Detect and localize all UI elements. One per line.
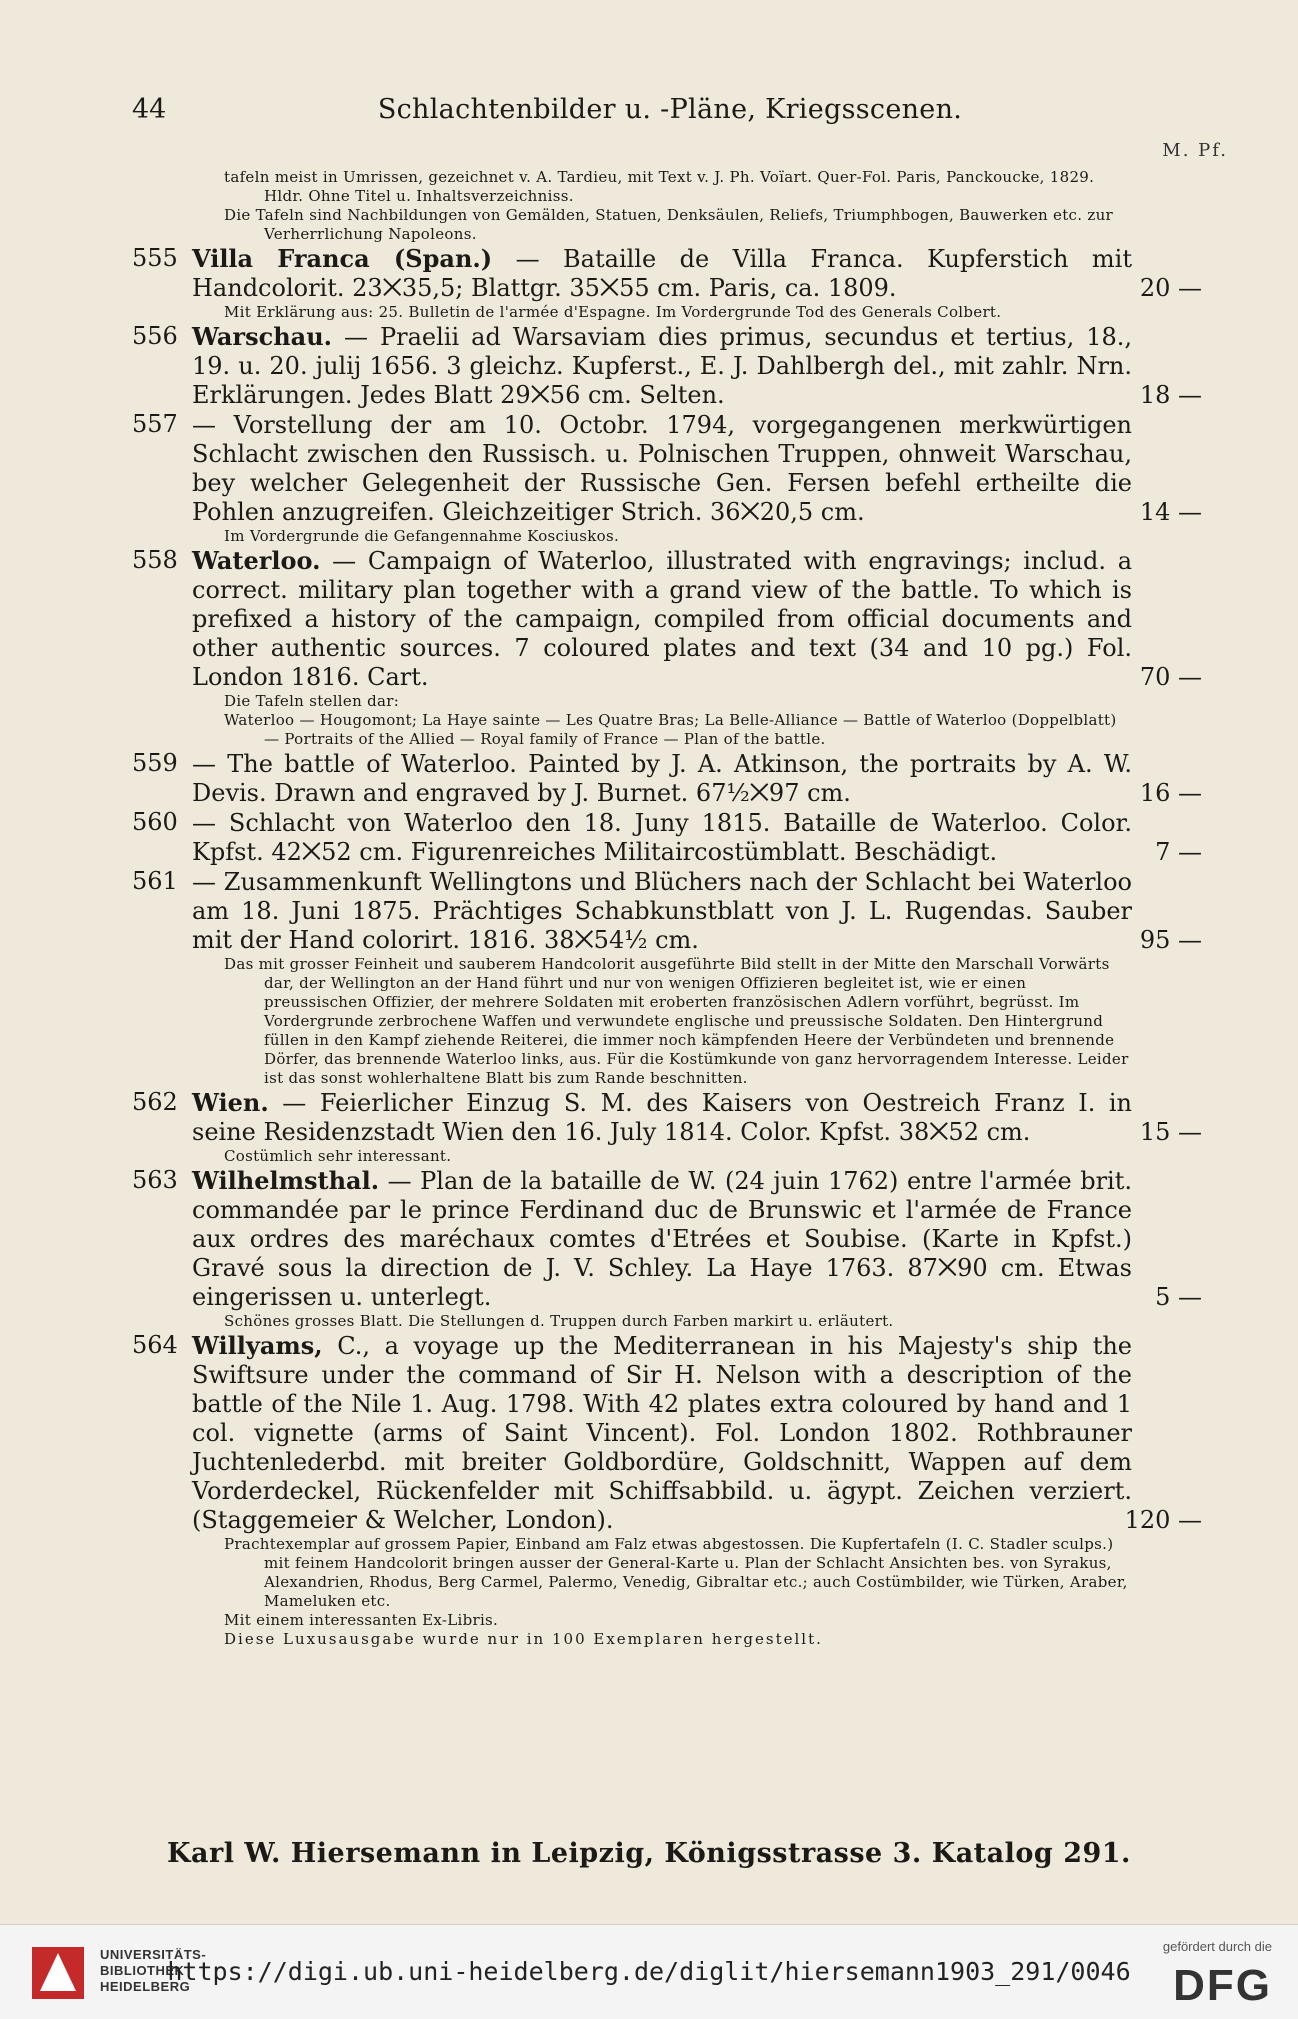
entry-text (132, 749, 1202, 808)
entry-note: Die Tafeln sind Nachbildungen von Gemälden, Statuen, Denksäulen, Reliefs, Triumphbogen, Bauwerken etc. zur Verherrlichung Napoleons. (224, 206, 1113, 243)
entry-description: — Praelii ad Warsaviam dies primus, secundus et tertius, 18., 19. u. 20. julij 1656. 3 gleichz. Kupferst., E. J. Dahlbergh del., mit zahlr. Nrn. Erklärungen. Jedes Blatt 29⨉56 cm. Selten. (192, 323, 1132, 409)
entry-keyword: Villa Franca (Span.) (192, 244, 493, 273)
catalog-entry (132, 1331, 1202, 1649)
dfg-logo: DFG (1173, 1961, 1272, 2010)
catalog-entry (132, 546, 1202, 749)
entry-text (132, 244, 1202, 303)
entry-description: — Campaign of Waterloo, illustrated with engravings; includ. a correct. military plan together with a grand view of the battle. To which is prefixed a history of the campaign, compiled from official documents and other authentic sources. 7 coloured plates and text (34 and 10 pg.) Fol. London 1816. Cart. (192, 547, 1132, 691)
catalog-entry (132, 244, 1202, 322)
catalog-entries (132, 168, 1202, 1649)
entry-number: 557 (132, 410, 178, 438)
entry-description: — Feierlicher Einzug S. M. des Kaisers von Oestreich Franz I. in seine Residenzstadt Wien den 16. July 1814. Color. Kpfst. 38⨉52 cm. (192, 1089, 1132, 1146)
entry-keyword: Willyams, (192, 1331, 323, 1360)
entry-number: 563 (132, 1166, 178, 1194)
entry-text (132, 808, 1202, 867)
page-header (132, 94, 1208, 134)
entry-keyword: Wien. (192, 1088, 269, 1117)
entry-keyword: Wilhelmsthal. (192, 1166, 380, 1195)
entry-keyword: Warschau. (192, 322, 332, 351)
entry-note: Diese Luxusausgabe wurde nur in 100 Exemplaren hergestellt. (224, 1630, 823, 1648)
catalog-entry (132, 749, 1202, 808)
entry-text (132, 410, 1202, 527)
entry-note: Mit einem interessanten Ex-Libris. (224, 1611, 499, 1629)
entry-description: — Schlacht von Waterloo den 18. Juny 1815. Bataille de Waterloo. Color. Kpfst. 42⨉52 cm. Figurenreiches Militaircostümblatt. Beschädigt. (192, 809, 1132, 866)
entry-note: Schönes grosses Blatt. Die Stellungen d. Truppen durch Farben markirt u. erläutert. (224, 1312, 894, 1330)
catalog-entry (132, 867, 1202, 1088)
entry-price: 16 — (1139, 779, 1202, 807)
entry-note: Die Tafeln stellen dar: (224, 692, 400, 710)
catalog-entry (132, 808, 1202, 867)
price-column-label: M. Pf. (1162, 140, 1228, 161)
publisher-footer: Karl W. Hiersemann in Leipzig, Königsstrasse 3. Katalog 291. (167, 1838, 1131, 1869)
entry-number: 561 (132, 867, 178, 895)
catalog-entry (132, 168, 1202, 244)
entry-description: — Zusammenkunft Wellingtons und Blüchers nach der Schlacht bei Waterloo am 18. Juni 1875. Prächtiges Schabkunstblatt von J. L. Rugendas. Sauber mit der Hand colorirt. 1816. 38⨉54½ cm. (192, 868, 1132, 954)
entry-note: Waterloo — Hougomont; La Haye sainte — Les Quatre Bras; La Belle-Alliance — Battle of Waterloo (Doppelblatt) — Portraits of the Allied — Royal family of France — Plan of the battle. (224, 711, 1117, 748)
entry-keyword: Waterloo. (192, 546, 321, 575)
entry-note: Costümlich sehr interessant. (224, 1147, 452, 1165)
entry-price: 7 — (1155, 838, 1202, 866)
entry-number: 555 (132, 244, 178, 272)
entry-note: tafeln meist in Umrissen, gezeichnet v. A. Tardieu, mit Text v. J. Ph. Voïart. Quer-Fol. Paris, Panckoucke, 1829. Hldr. Ohne Titel u. Inhaltsverzeichniss. (224, 168, 1095, 205)
entry-price: 18 — (1139, 381, 1202, 409)
entry-text (132, 1331, 1202, 1535)
entry-description: — Vorstellung der am 10. Octobr. 1794, vorgegangenen merkwürtigen Schlacht zwischen den Russisch. u. Polnischen Truppen, ohnweit Warschau, bey welcher Gelegenheit der Russische Gen. Fersen befehl ertheilte die Pohlen anzugreifen. Gleichzeitiger Strich. 36⨉20,5 cm. (192, 411, 1132, 526)
entry-number: 556 (132, 322, 178, 350)
entry-description: — Plan de la bataille de W. (24 juin 1762) entre l'armée brit. commandée par le prince Ferdinand duc de Brunswic et l'armée de France aux ordres des maréchaux comtes d'Etrées et Soubise. (Karte in Kpfst.) Gravé sous la direction de J. V. Schley. La Haye 1763. 87⨉90 cm. Etwas eingerissen u. unterlegt. (192, 1167, 1132, 1311)
catalog-entry (132, 1166, 1202, 1331)
catalog-entry (132, 322, 1202, 410)
running-title: Schlachtenbilder u. -Pläne, Kriegsscenen. (377, 94, 963, 125)
entry-number: 559 (132, 749, 178, 777)
entry-text (132, 867, 1202, 955)
entry-description: C., a voyage up the Mediterranean in his Majesty's ship the Swiftsure under the command of Sir H. Nelson with a description of the battle of the Nile 1. Aug. 1798. With 42 plates extra coloured by hand and 1 col. vignette (arms of Saint Vincent). Fol. London 1802. Rothbrauner Juchtenlederbd. mit breiter Goldbordüre, Goldschnitt, Wappen auf dem Vorderdeckel, Rückenfelder mit Schiffsabbild. u. ägypt. Zeichen verziert. (Staggemeier & Welcher, London). (192, 1332, 1132, 1534)
entry-number: 560 (132, 808, 178, 836)
funded-by-label: gefördert durch die (1162, 1939, 1272, 1954)
catalog-entry (132, 1088, 1202, 1166)
entry-text (132, 1088, 1202, 1147)
entry-note: Mit Erklärung aus: 25. Bulletin de l'armée d'Espagne. Im Vordergrunde Tod des Generals Colbert. (224, 303, 1002, 321)
entry-note: Im Vordergrunde die Gefangennahme Kosciuskos. (224, 527, 620, 545)
viewer-bottom-bar (0, 1924, 1298, 2019)
entry-note: Das mit grosser Feinheit und sauberem Handcolorit ausgeführte Bild stellt in der Mitte den Marschall Vorwärts dar, der Wellington an der Hand führt und nur von wenigen Offizieren begleitet ist, wie er einen preussischen Offizier, der mehrere Soldaten mit eroberten französischen Adlern vorführt, begrüsst. Im Vordergrunde zerbrochene Waffen und verwundete englische und preussische Soldaten. Den Hintergrund füllen in den Kampf ziehende Reiterei, die immer noch kämpfenden Heere der Verbündeten und brennende Dörfer, das brennende Waterloo links, aus. Für die Kostümkunde von ganz hervorragendem Interesse. Leider ist das sonst wohlerhaltene Blatt bis zum Rande beschnitten. (224, 955, 1129, 1087)
entry-price: 20 — (1139, 274, 1202, 302)
entry-price: 15 — (1139, 1118, 1202, 1146)
entry-number: 558 (132, 546, 178, 574)
entry-description: — Bataille de Villa Franca. Kupferstich mit Handcolorit. 23⨉35,5; Blattgr. 35⨉55 cm. Paris, ca. 1809. (192, 245, 1132, 302)
catalog-entry (132, 410, 1202, 546)
entry-number: 564 (132, 1331, 178, 1359)
page-number: 44 (132, 94, 167, 125)
entry-price: 5 — (1155, 1283, 1202, 1311)
entry-price: 70 — (1139, 663, 1202, 691)
entry-text (132, 546, 1202, 692)
entry-text (132, 322, 1202, 410)
entry-price: 14 — (1139, 498, 1202, 526)
permalink-url[interactable]: https://digi.ub.uni-heidelberg.de/diglit/hiersemann1903_291/0046 (167, 1957, 1131, 1986)
entry-price: 95 — (1139, 926, 1202, 954)
entry-number: 562 (132, 1088, 178, 1116)
library-name: UNIVERSITÄTS- BIBLIOTHEK HEIDELBERG (100, 1947, 207, 1994)
entry-text (132, 1166, 1202, 1312)
entry-note: Prachtexemplar auf grossem Papier, Einband am Falz etwas abgestossen. Die Kupfertafeln (I. C. Stadler sculps.) mit feinem Handcolorit bringen ausser der General-Karte u. Plan der Schlacht Ansichten bes. von Syrakus, Alexandrien, Rhodus, Berg Carmel, Palermo, Venedig, Gibraltar etc.; auch Costümbilder, wie Türken, Araber, Mameluken etc. (224, 1535, 1128, 1610)
entry-price: 120 — (1124, 1506, 1202, 1534)
entry-description: — The battle of Waterloo. Painted by J. A. Atkinson, the portraits by A. W. Devis. Drawn and engraved by J. Burnet. 67½⨉97 cm. (192, 750, 1132, 807)
